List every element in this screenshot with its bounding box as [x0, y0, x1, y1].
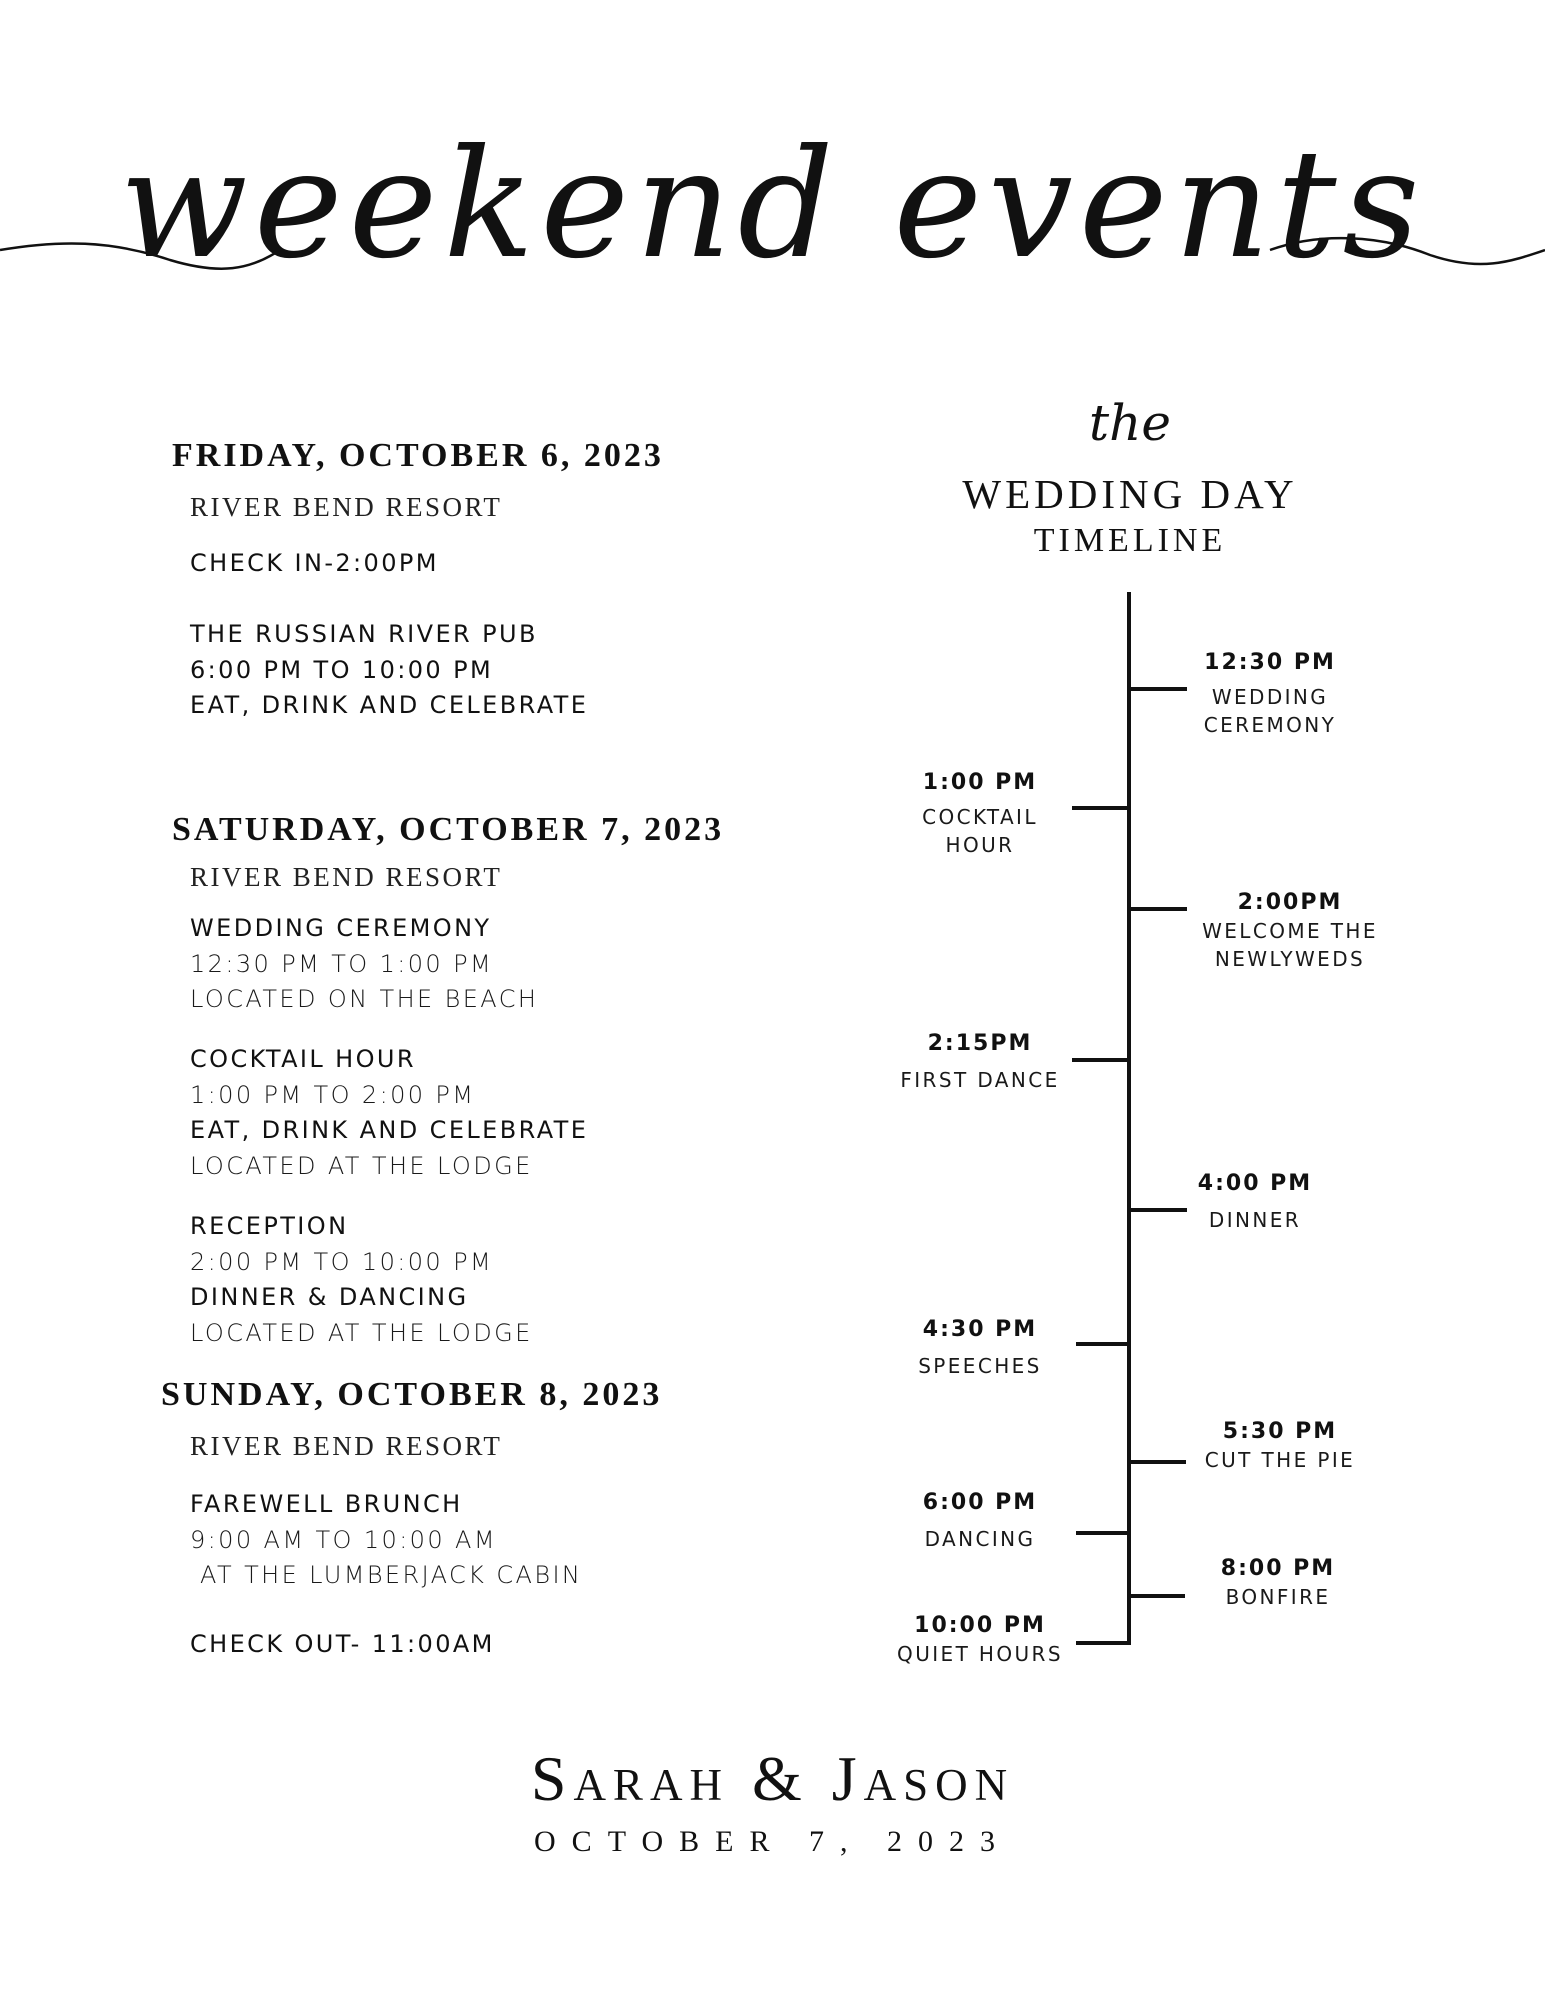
event-line: WEDDING CEREMONY [190, 914, 492, 942]
timeline-time: 10:00 PM [914, 1613, 1046, 1638]
timeline-subtitle: TIMELINE [1033, 522, 1227, 559]
event-line: CHECK OUT- 11:00AM [190, 1630, 495, 1658]
event-check-out [190, 1627, 495, 1663]
event-line: 1:00 PM TO 2:00 PM [190, 1080, 476, 1109]
timeline-label: BONFIRE [1225, 1585, 1331, 1609]
timeline-time: 1:00 PM [922, 770, 1038, 795]
event-line: FAREWELL BRUNCH [190, 1490, 463, 1518]
timeline-tick [1129, 907, 1187, 911]
timeline-tick [1072, 1058, 1129, 1062]
event-line: THE RUSSIAN RIVER PUB [190, 620, 538, 648]
timeline-item-wedding-ceremony [1170, 649, 1370, 739]
event-line: CHECK IN-2:00PM [190, 549, 439, 577]
timeline-label: DANCING [924, 1527, 1036, 1551]
timeline-tick [1076, 1531, 1131, 1535]
page-title: weekend events [119, 118, 1426, 292]
timeline-item-dancing [880, 1489, 1080, 1553]
timeline-time: 5:30 PM [1222, 1419, 1338, 1444]
timeline-item-speeches [880, 1316, 1080, 1380]
timeline-time: 2:15PM [927, 1031, 1033, 1056]
event-line: LOCATED ON THE BEACH [190, 985, 539, 1013]
timeline-label: COCKTAIL [922, 805, 1038, 829]
event-line: COCKTAIL HOUR [190, 1045, 416, 1073]
timeline-time: 8:00 PM [1220, 1556, 1336, 1581]
timeline-label: SPEECHES [918, 1354, 1042, 1378]
timeline-label: WEDDING [1211, 685, 1329, 709]
event-wedding-ceremony [190, 911, 538, 1018]
event-line: 12:30 PM TO 1:00 PM [190, 949, 494, 978]
wedding-date: OCTOBER 7, 2023 [534, 1825, 1011, 1858]
timeline-label: QUIET HOURS [897, 1642, 1063, 1666]
timeline-item-dinner [1155, 1170, 1355, 1234]
day-heading-sunday: SUNDAY, OCTOBER 8, 2023 [161, 1376, 663, 1413]
timeline-item-first-dance [880, 1030, 1080, 1094]
timeline-label: WELCOME THE [1202, 919, 1378, 943]
timeline-tick [1129, 1594, 1185, 1598]
page-title-banner [0, 90, 1545, 330]
timeline-item-cut-the-pie [1170, 1418, 1390, 1474]
day-heading-friday: FRIDAY, OCTOBER 6, 2023 [172, 437, 664, 474]
timeline-label: FIRST DANCE [900, 1068, 1060, 1092]
event-line: LOCATED AT THE LODGE [190, 1318, 533, 1347]
timeline-time: 4:30 PM [922, 1317, 1038, 1342]
timeline-tick [1072, 806, 1129, 810]
timeline-title: WEDDING DAY [962, 471, 1298, 517]
timeline-time: 6:00 PM [922, 1490, 1038, 1515]
event-line: EAT, DRINK AND CELEBRATE [190, 1116, 589, 1144]
event-line: 6:00 PM TO 10:00 PM [190, 655, 494, 684]
timeline-label: NEWLYWEDS [1214, 947, 1366, 971]
couple-names: Sarah & Jason [530, 1743, 1015, 1814]
event-farewell-brunch [190, 1487, 582, 1594]
timeline-script-the: the [1089, 394, 1171, 452]
timeline-time: 12:30 PM [1204, 650, 1336, 675]
event-reception [190, 1209, 533, 1351]
timeline-time: 4:00 PM [1197, 1171, 1313, 1196]
event-russian-river-pub [190, 617, 588, 724]
timeline-label: CUT THE PIE [1204, 1448, 1356, 1472]
event-line: LOCATED AT THE LODGE [190, 1151, 533, 1180]
venue-saturday: RIVER BEND RESORT [190, 862, 503, 892]
timeline-tick [1076, 1641, 1131, 1645]
timeline-item-quiet-hours [880, 1612, 1080, 1668]
venue-sunday: RIVER BEND RESORT [190, 1431, 503, 1461]
timeline-item-welcome-newlyweds [1180, 889, 1400, 973]
timeline-label: CEREMONY [1203, 713, 1337, 737]
event-line: 2:00 PM TO 10:00 PM [190, 1247, 494, 1276]
timeline-tick [1076, 1342, 1131, 1346]
timeline-axis [1127, 592, 1131, 1645]
event-line: 9:00 AM TO 10:00 AM [190, 1525, 497, 1554]
event-line: AT THE LUMBERJACK CABIN [190, 1561, 583, 1589]
timeline-time: 2:00PM [1237, 890, 1343, 915]
timeline-label: DINNER [1208, 1208, 1302, 1232]
event-cocktail-hour [190, 1042, 588, 1184]
event-line: EAT, DRINK AND CELEBRATE [190, 691, 589, 719]
event-check-in [190, 546, 439, 582]
timeline-item-cocktail-hour [880, 769, 1080, 859]
timeline-item-bonfire [1178, 1555, 1378, 1611]
venue-friday: RIVER BEND RESORT [190, 492, 503, 522]
event-line: RECEPTION [190, 1212, 349, 1240]
timeline-label: HOUR [945, 833, 1015, 857]
event-line: DINNER & DANCING [190, 1283, 469, 1311]
day-heading-saturday: SATURDAY, OCTOBER 7, 2023 [172, 811, 725, 848]
